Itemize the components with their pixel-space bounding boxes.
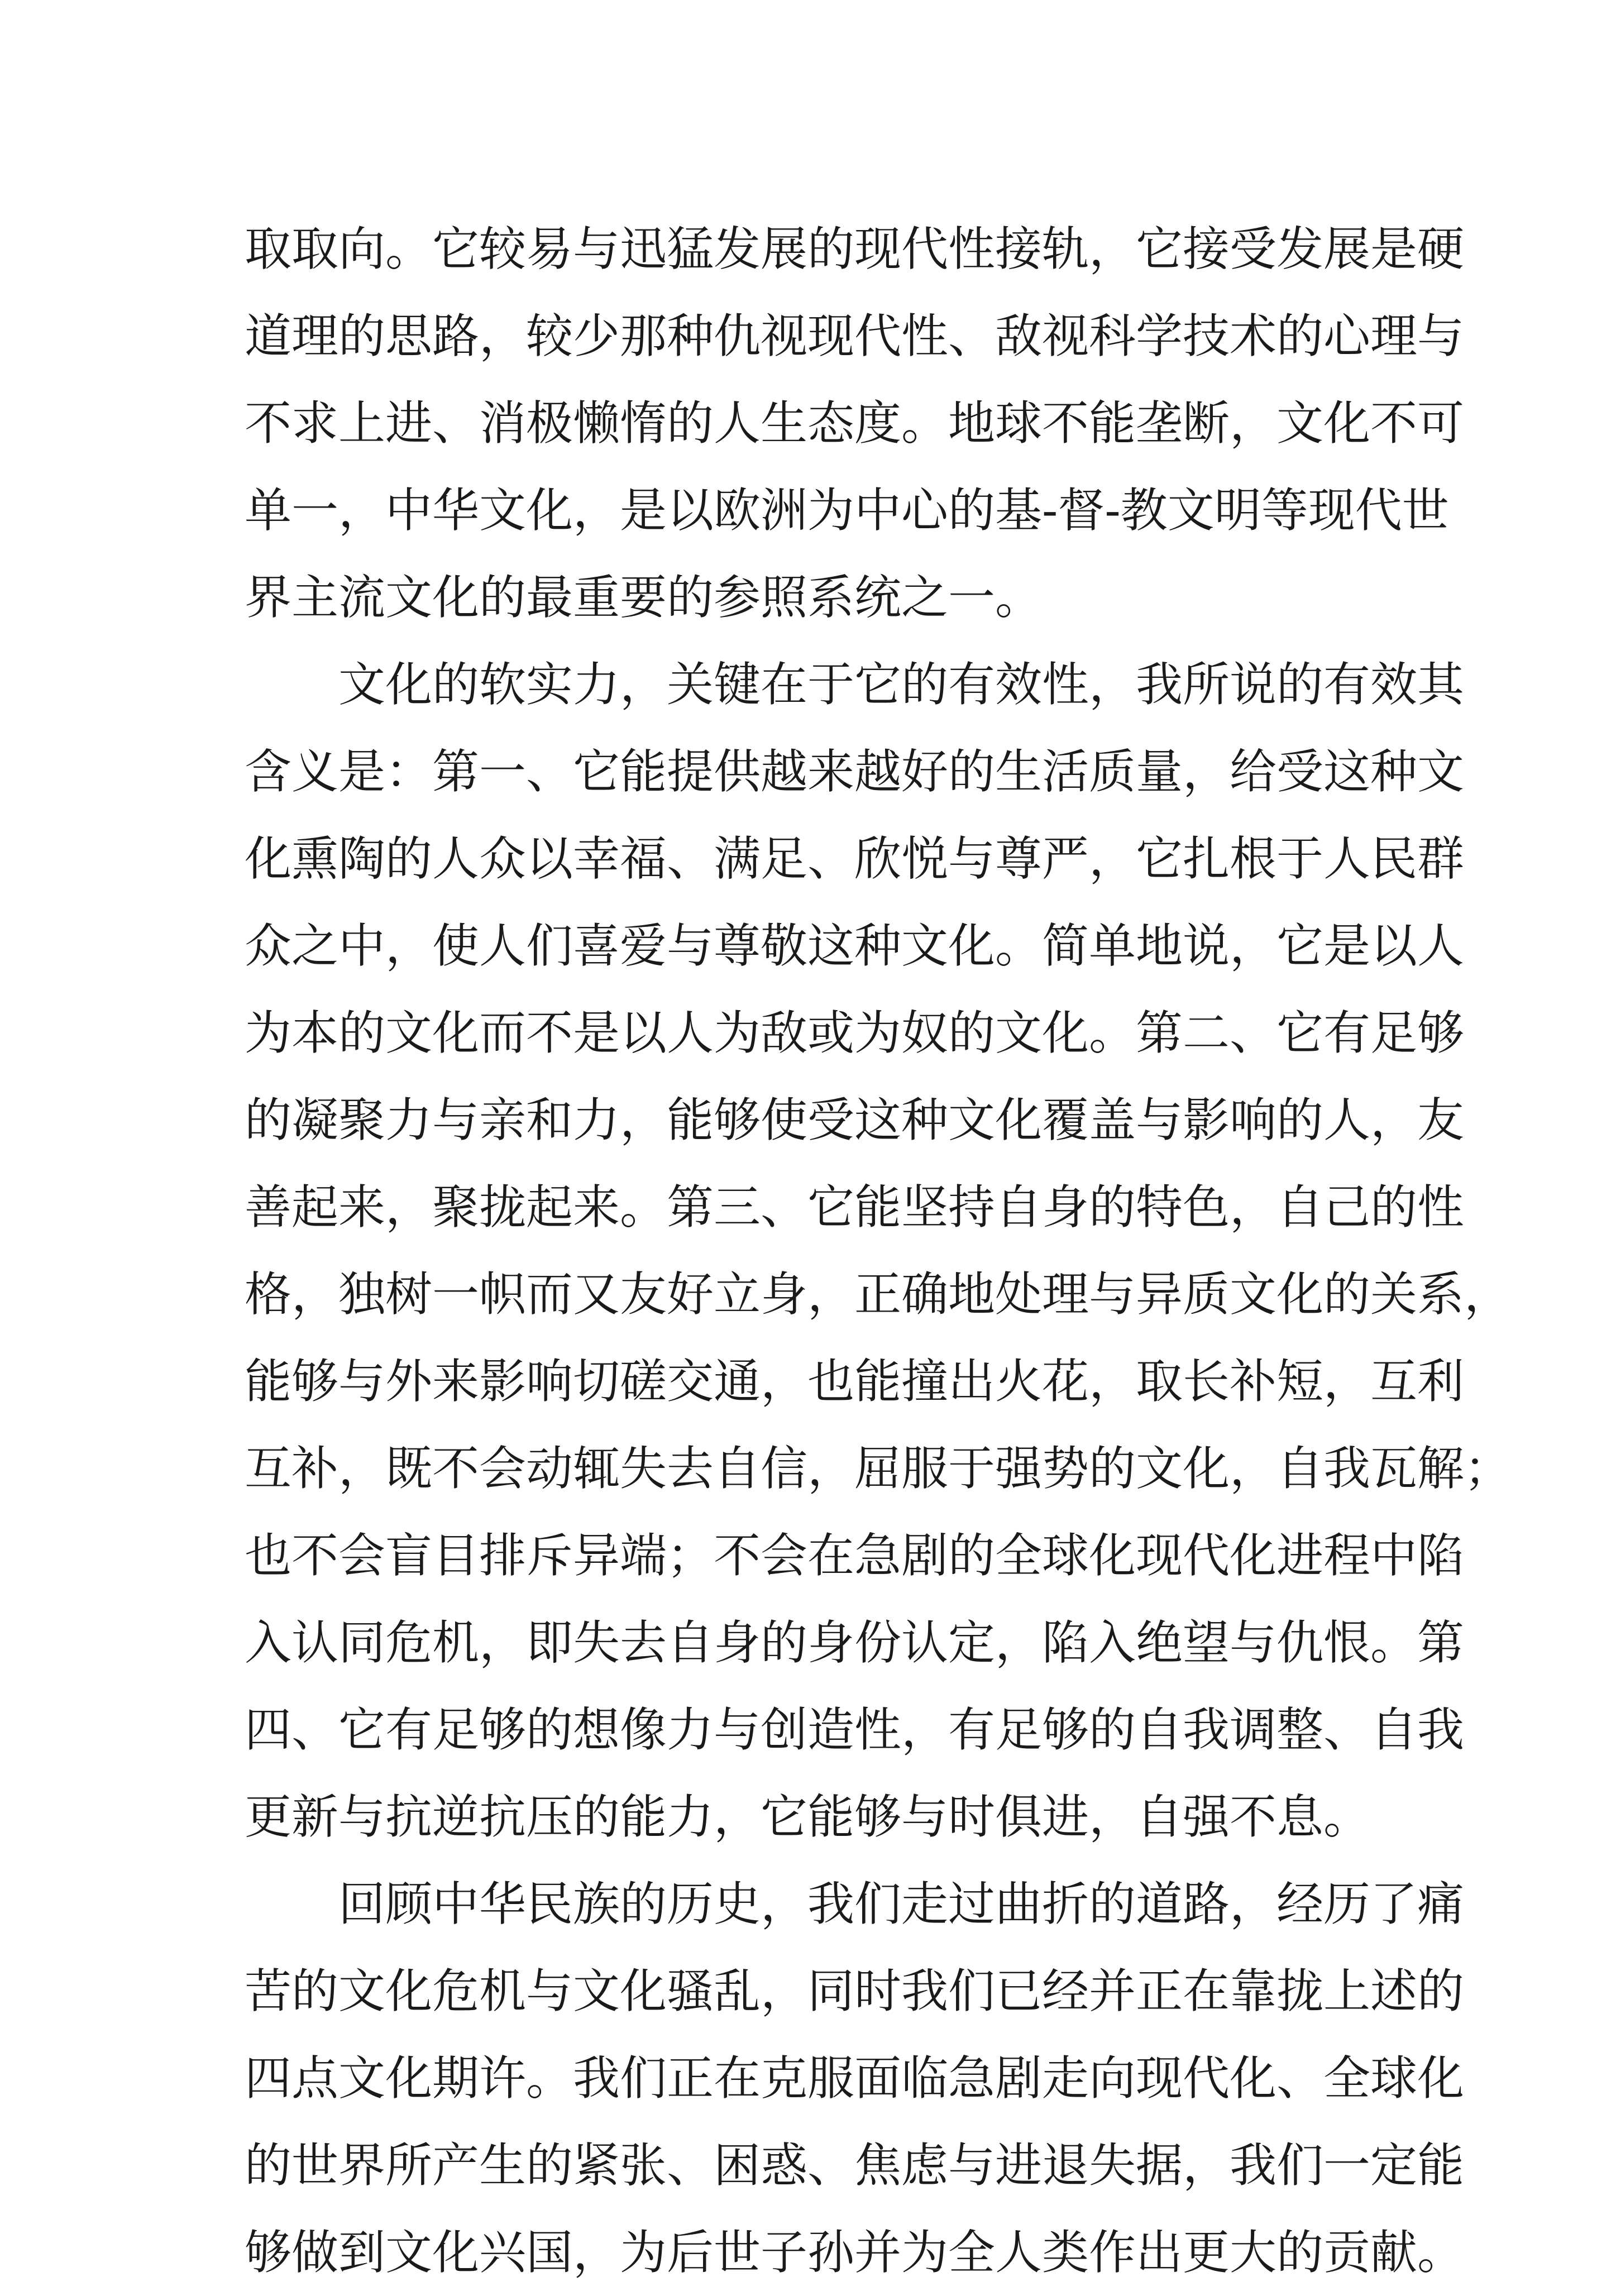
text-line: 够做到文化兴国，为后世子孙并为全人类作出更大的贡献。 <box>245 2225 1465 2280</box>
text-line: 入认同危机，即失去自身的身份认定，陷入绝望与仇恨。第 <box>245 1615 1465 1670</box>
text-line: 不求上进、消极懒惰的人生态度。地球不能垄断，文化不可 <box>245 396 1465 451</box>
text-line: 众之中，使人们喜爱与尊敬这种文化。简单地说，它是以人 <box>245 919 1465 973</box>
body-text <box>245 205 1512 2296</box>
text-line: 互补，既不会动辄失去自信，屈服于强势的文化，自我瓦解； <box>245 1441 1512 1496</box>
paragraph-first-line: 文化的软实力，关键在于它的有效性，我所说的有效其 <box>338 657 1465 712</box>
text-line: 单一，中华文化，是以欧洲为中心的基-督-教文明等现代世 <box>245 483 1449 538</box>
text-line: 能够与外来影响切磋交通，也能撞出火花，取长补短，互利 <box>245 1354 1465 1409</box>
text-line: 界主流文化的最重要的参照系统之一。 <box>245 570 1043 625</box>
text-line: 更新与抗逆抗压的能力，它能够与时俱进，自强不息。 <box>245 1790 1371 1844</box>
text-line: 取取向。它较易与迅猛发展的现代性接轨，它接受发展是硬 <box>245 222 1465 276</box>
text-line: 四、它有足够的想像力与创造性，有足够的自我调整、自我 <box>245 1702 1465 1757</box>
text-line: 的世界所产生的紧张、困惑、焦虑与进退失据，我们一定能 <box>245 2138 1465 2193</box>
text-line: 苦的文化危机与文化骚乱，同时我们已经并正在靠拢上述的 <box>245 1964 1465 2018</box>
text-line: 道理的思路，较少那种仇视现代性、敌视科学技术的心理与 <box>245 309 1465 363</box>
text-line: 的凝聚力与亲和力，能够使受这种文化覆盖与影响的人，友 <box>245 1093 1465 1147</box>
text-line: 也不会盲目排斥异端；不会在急剧的全球化现代化进程中陷 <box>245 1528 1465 1583</box>
text-line: 含义是：第一、它能提供越来越好的生活质量，给受这种文 <box>245 744 1465 799</box>
text-line: 为本的文化而不是以人为敌或为奴的文化。第二、它有足够 <box>245 1006 1465 1060</box>
text-line: 格，独树一帜而又友好立身，正确地处理与异质文化的关系， <box>245 1267 1512 1322</box>
text-line: 四点文化期许。我们正在克服面临急剧走向现代化、全球化 <box>245 2051 1465 2106</box>
text-line: 善起来，聚拢起来。第三、它能坚持自身的特色，自己的性 <box>245 1180 1465 1235</box>
text-line: 化熏陶的人众以幸福、满足、欣悦与尊严，它扎根于人民群 <box>245 831 1465 886</box>
paragraph-first-line: 回顾中华民族的历史，我们走过曲折的道路，经历了痛 <box>338 1877 1465 1931</box>
